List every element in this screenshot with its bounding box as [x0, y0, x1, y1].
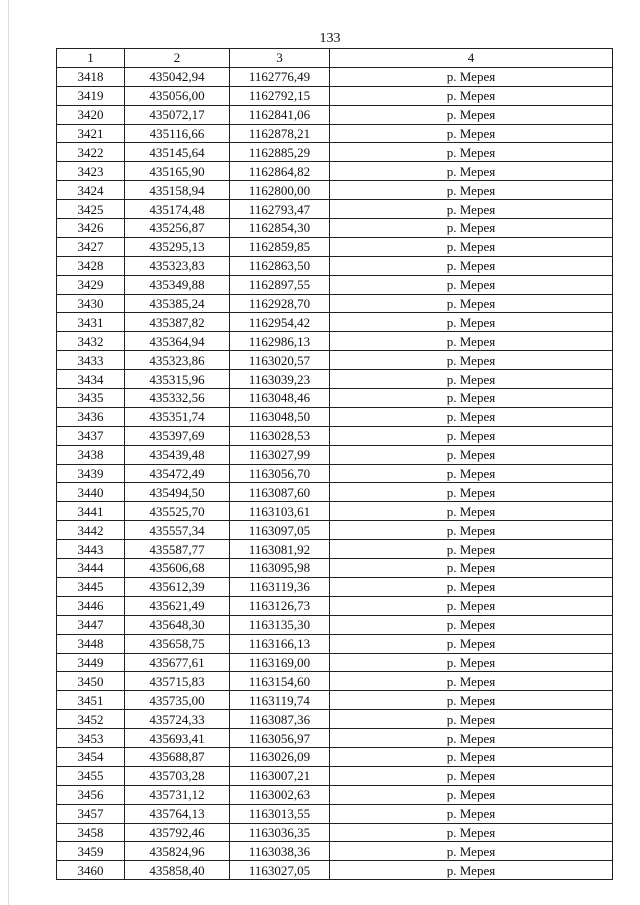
table-row	[57, 219, 613, 238]
x-coordinate-cell: 435364,94	[125, 332, 230, 351]
point-number-cell: 3418	[57, 67, 125, 86]
point-number-cell: 3443	[57, 540, 125, 559]
table-row	[57, 407, 613, 426]
point-number-cell: 3439	[57, 464, 125, 483]
y-coordinate-cell: 1163039,23	[230, 370, 330, 389]
table-header-row	[57, 49, 613, 68]
table-row	[57, 521, 613, 540]
y-coordinate-cell: 1163056,70	[230, 464, 330, 483]
point-number-cell: 3454	[57, 747, 125, 766]
y-coordinate-cell: 1162863,50	[230, 256, 330, 275]
y-coordinate-cell: 1163095,98	[230, 559, 330, 578]
x-coordinate-cell: 435072,17	[125, 105, 230, 124]
y-coordinate-cell: 1163126,73	[230, 596, 330, 615]
point-number-cell: 3456	[57, 785, 125, 804]
x-coordinate-cell: 435715,83	[125, 672, 230, 691]
description-cell: р. Мерея	[330, 615, 613, 634]
x-coordinate-cell: 435315,96	[125, 370, 230, 389]
description-cell: р. Мерея	[330, 124, 613, 143]
x-coordinate-cell: 435703,28	[125, 766, 230, 785]
x-coordinate-cell: 435385,24	[125, 294, 230, 313]
x-coordinate-cell: 435731,12	[125, 785, 230, 804]
table-row	[57, 710, 613, 729]
point-number-cell: 3430	[57, 294, 125, 313]
table-row	[57, 313, 613, 332]
description-cell: р. Мерея	[330, 823, 613, 842]
column-header-2: 2	[125, 49, 230, 68]
point-number-cell: 3448	[57, 634, 125, 653]
column-header-1: 1	[57, 49, 125, 68]
point-number-cell: 3436	[57, 407, 125, 426]
table-row	[57, 105, 613, 124]
y-coordinate-cell: 1163020,57	[230, 351, 330, 370]
table-row	[57, 256, 613, 275]
point-number-cell: 3452	[57, 710, 125, 729]
point-number-cell: 3449	[57, 653, 125, 672]
y-coordinate-cell: 1163169,00	[230, 653, 330, 672]
table-row	[57, 86, 613, 105]
description-cell: р. Мерея	[330, 464, 613, 483]
x-coordinate-cell: 435042,94	[125, 67, 230, 86]
description-cell: р. Мерея	[330, 502, 613, 521]
table-row	[57, 464, 613, 483]
table-row	[57, 124, 613, 143]
table-row	[57, 540, 613, 559]
description-cell: р. Мерея	[330, 540, 613, 559]
description-cell: р. Мерея	[330, 407, 613, 426]
description-cell: р. Мерея	[330, 426, 613, 445]
x-coordinate-cell: 435677,61	[125, 653, 230, 672]
table-row	[57, 729, 613, 748]
x-coordinate-cell: 435525,70	[125, 502, 230, 521]
x-coordinate-cell: 435658,75	[125, 634, 230, 653]
description-cell: р. Мерея	[330, 143, 613, 162]
table-row	[57, 426, 613, 445]
table-row	[57, 691, 613, 710]
description-cell: р. Мерея	[330, 294, 613, 313]
description-cell: р. Мерея	[330, 237, 613, 256]
description-cell: р. Мерея	[330, 729, 613, 748]
description-cell: р. Мерея	[330, 672, 613, 691]
description-cell: р. Мерея	[330, 313, 613, 332]
point-number-cell: 3425	[57, 200, 125, 219]
x-coordinate-cell: 435056,00	[125, 86, 230, 105]
point-number-cell: 3446	[57, 596, 125, 615]
description-cell: р. Мерея	[330, 86, 613, 105]
description-cell: р. Мерея	[330, 389, 613, 408]
point-number-cell: 3438	[57, 445, 125, 464]
description-cell: р. Мерея	[330, 842, 613, 861]
x-coordinate-cell: 435724,33	[125, 710, 230, 729]
description-cell: р. Мерея	[330, 483, 613, 502]
table-row	[57, 823, 613, 842]
table-row	[57, 615, 613, 634]
table-row	[57, 294, 613, 313]
y-coordinate-cell: 1162864,82	[230, 162, 330, 181]
point-number-cell: 3423	[57, 162, 125, 181]
table-row	[57, 181, 613, 200]
x-coordinate-cell: 435612,39	[125, 577, 230, 596]
point-number-cell: 3432	[57, 332, 125, 351]
y-coordinate-cell: 1163119,74	[230, 691, 330, 710]
y-coordinate-cell: 1163002,63	[230, 785, 330, 804]
description-cell: р. Мерея	[330, 181, 613, 200]
y-coordinate-cell: 1163027,99	[230, 445, 330, 464]
x-coordinate-cell: 435858,40	[125, 861, 230, 880]
y-coordinate-cell: 1163154,60	[230, 672, 330, 691]
y-coordinate-cell: 1162885,29	[230, 143, 330, 162]
table-row	[57, 332, 613, 351]
x-coordinate-cell: 435587,77	[125, 540, 230, 559]
column-header-3: 3	[230, 49, 330, 68]
table-row	[57, 785, 613, 804]
x-coordinate-cell: 435351,74	[125, 407, 230, 426]
x-coordinate-cell: 435648,30	[125, 615, 230, 634]
x-coordinate-cell: 435472,49	[125, 464, 230, 483]
x-coordinate-cell: 435397,69	[125, 426, 230, 445]
description-cell: р. Мерея	[330, 634, 613, 653]
point-number-cell: 3437	[57, 426, 125, 445]
table-row	[57, 200, 613, 219]
x-coordinate-cell: 435824,96	[125, 842, 230, 861]
x-coordinate-cell: 435332,56	[125, 389, 230, 408]
point-number-cell: 3458	[57, 823, 125, 842]
point-number-cell: 3419	[57, 86, 125, 105]
x-coordinate-cell: 435295,13	[125, 237, 230, 256]
table-row	[57, 67, 613, 86]
table-row	[57, 275, 613, 294]
table-row	[57, 653, 613, 672]
y-coordinate-cell: 1163081,92	[230, 540, 330, 559]
y-coordinate-cell: 1162841,06	[230, 105, 330, 124]
table-row	[57, 237, 613, 256]
x-coordinate-cell: 435349,88	[125, 275, 230, 294]
description-cell: р. Мерея	[330, 332, 613, 351]
x-coordinate-cell: 435764,13	[125, 804, 230, 823]
x-coordinate-cell: 435606,68	[125, 559, 230, 578]
point-number-cell: 3459	[57, 842, 125, 861]
column-header-4: 4	[330, 49, 613, 68]
y-coordinate-cell: 1162859,85	[230, 237, 330, 256]
description-cell: р. Мерея	[330, 559, 613, 578]
x-coordinate-cell: 435688,87	[125, 747, 230, 766]
point-number-cell: 3445	[57, 577, 125, 596]
y-coordinate-cell: 1162793,47	[230, 200, 330, 219]
point-number-cell: 3427	[57, 237, 125, 256]
y-coordinate-cell: 1162854,30	[230, 219, 330, 238]
x-coordinate-cell: 435494,50	[125, 483, 230, 502]
x-coordinate-cell: 435621,49	[125, 596, 230, 615]
table-row	[57, 672, 613, 691]
table-row	[57, 842, 613, 861]
y-coordinate-cell: 1162776,49	[230, 67, 330, 86]
description-cell: р. Мерея	[330, 653, 613, 672]
y-coordinate-cell: 1162897,55	[230, 275, 330, 294]
description-cell: р. Мерея	[330, 219, 613, 238]
y-coordinate-cell: 1163056,97	[230, 729, 330, 748]
point-number-cell: 3422	[57, 143, 125, 162]
y-coordinate-cell: 1162878,21	[230, 124, 330, 143]
point-number-cell: 3442	[57, 521, 125, 540]
x-coordinate-cell: 435557,34	[125, 521, 230, 540]
point-number-cell: 3453	[57, 729, 125, 748]
table-row	[57, 596, 613, 615]
description-cell: р. Мерея	[330, 710, 613, 729]
x-coordinate-cell: 435792,46	[125, 823, 230, 842]
y-coordinate-cell: 1163038,36	[230, 842, 330, 861]
point-number-cell: 3451	[57, 691, 125, 710]
point-number-cell: 3457	[57, 804, 125, 823]
description-cell: р. Мерея	[330, 596, 613, 615]
x-coordinate-cell: 435165,90	[125, 162, 230, 181]
description-cell: р. Мерея	[330, 445, 613, 464]
point-number-cell: 3447	[57, 615, 125, 634]
table-row	[57, 143, 613, 162]
coordinates-table	[56, 48, 613, 880]
y-coordinate-cell: 1163119,36	[230, 577, 330, 596]
x-coordinate-cell: 435323,86	[125, 351, 230, 370]
x-coordinate-cell: 435439,48	[125, 445, 230, 464]
table-row	[57, 634, 613, 653]
description-cell: р. Мерея	[330, 200, 613, 219]
table-row	[57, 445, 613, 464]
y-coordinate-cell: 1163087,60	[230, 483, 330, 502]
point-number-cell: 3435	[57, 389, 125, 408]
x-coordinate-cell: 435256,87	[125, 219, 230, 238]
table-row	[57, 747, 613, 766]
y-coordinate-cell: 1163013,55	[230, 804, 330, 823]
point-number-cell: 3420	[57, 105, 125, 124]
point-number-cell: 3450	[57, 672, 125, 691]
y-coordinate-cell: 1163135,30	[230, 615, 330, 634]
x-coordinate-cell: 435693,41	[125, 729, 230, 748]
y-coordinate-cell: 1163103,61	[230, 502, 330, 521]
point-number-cell: 3424	[57, 181, 125, 200]
table-row	[57, 162, 613, 181]
description-cell: р. Мерея	[330, 785, 613, 804]
description-cell: р. Мерея	[330, 370, 613, 389]
y-coordinate-cell: 1163097,05	[230, 521, 330, 540]
y-coordinate-cell: 1162800,00	[230, 181, 330, 200]
y-coordinate-cell: 1162792,15	[230, 86, 330, 105]
y-coordinate-cell: 1163048,50	[230, 407, 330, 426]
point-number-cell: 3455	[57, 766, 125, 785]
point-number-cell: 3460	[57, 861, 125, 880]
point-number-cell: 3421	[57, 124, 125, 143]
table-row	[57, 861, 613, 880]
y-coordinate-cell: 1162954,42	[230, 313, 330, 332]
x-coordinate-cell: 435116,66	[125, 124, 230, 143]
description-cell: р. Мерея	[330, 67, 613, 86]
y-coordinate-cell: 1162986,13	[230, 332, 330, 351]
point-number-cell: 3440	[57, 483, 125, 502]
description-cell: р. Мерея	[330, 766, 613, 785]
y-coordinate-cell: 1163026,09	[230, 747, 330, 766]
description-cell: р. Мерея	[330, 162, 613, 181]
y-coordinate-cell: 1163028,53	[230, 426, 330, 445]
table-row	[57, 577, 613, 596]
scan-margin-line	[8, 0, 9, 905]
y-coordinate-cell: 1163036,35	[230, 823, 330, 842]
table-row	[57, 389, 613, 408]
y-coordinate-cell: 1162928,70	[230, 294, 330, 313]
point-number-cell: 3426	[57, 219, 125, 238]
y-coordinate-cell: 1163087,36	[230, 710, 330, 729]
description-cell: р. Мерея	[330, 804, 613, 823]
x-coordinate-cell: 435145,64	[125, 143, 230, 162]
point-number-cell: 3428	[57, 256, 125, 275]
table-row	[57, 370, 613, 389]
point-number-cell: 3433	[57, 351, 125, 370]
point-number-cell: 3444	[57, 559, 125, 578]
description-cell: р. Мерея	[330, 351, 613, 370]
description-cell: р. Мерея	[330, 521, 613, 540]
y-coordinate-cell: 1163166,13	[230, 634, 330, 653]
x-coordinate-cell: 435323,83	[125, 256, 230, 275]
point-number-cell: 3429	[57, 275, 125, 294]
x-coordinate-cell: 435174,48	[125, 200, 230, 219]
table-row	[57, 483, 613, 502]
point-number-cell: 3434	[57, 370, 125, 389]
y-coordinate-cell: 1163007,21	[230, 766, 330, 785]
table-row	[57, 804, 613, 823]
description-cell: р. Мерея	[330, 747, 613, 766]
description-cell: р. Мерея	[330, 275, 613, 294]
y-coordinate-cell: 1163027,05	[230, 861, 330, 880]
x-coordinate-cell: 435735,00	[125, 691, 230, 710]
point-number-cell: 3431	[57, 313, 125, 332]
table-row	[57, 351, 613, 370]
description-cell: р. Мерея	[330, 691, 613, 710]
y-coordinate-cell: 1163048,46	[230, 389, 330, 408]
x-coordinate-cell: 435387,82	[125, 313, 230, 332]
table-row	[57, 502, 613, 521]
table-body	[57, 67, 613, 879]
point-number-cell: 3441	[57, 502, 125, 521]
description-cell: р. Мерея	[330, 256, 613, 275]
description-cell: р. Мерея	[330, 105, 613, 124]
description-cell: р. Мерея	[330, 577, 613, 596]
x-coordinate-cell: 435158,94	[125, 181, 230, 200]
page-number: 133	[319, 31, 341, 46]
description-cell: р. Мерея	[330, 861, 613, 880]
table-row	[57, 766, 613, 785]
table-row	[57, 559, 613, 578]
